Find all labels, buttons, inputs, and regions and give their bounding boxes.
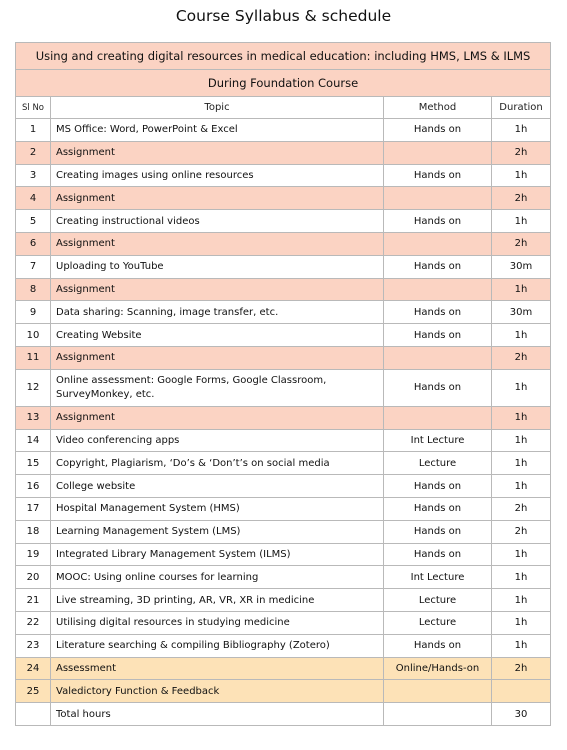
table-row	[16, 406, 551, 429]
row-duration: 1h	[492, 452, 551, 475]
row-topic: Utilising digital resources in studying medicine	[51, 611, 384, 634]
row-duration: 1h	[492, 634, 551, 657]
table-row	[16, 566, 551, 589]
row-duration: 30m	[492, 301, 551, 324]
table-row	[16, 255, 551, 278]
total-value: 30	[492, 703, 551, 726]
row-topic: Uploading to YouTube	[51, 255, 384, 278]
row-duration: 2h	[492, 232, 551, 255]
table-row	[16, 301, 551, 324]
row-method: Hands on	[384, 119, 492, 142]
row-duration: 1h	[492, 164, 551, 187]
table-row	[16, 497, 551, 520]
row-duration: 1h	[492, 369, 551, 406]
row-topic: MOOC: Using online courses for learning	[51, 566, 384, 589]
row-method	[384, 703, 492, 726]
table-row	[16, 119, 551, 142]
row-topic: Assessment	[51, 657, 384, 680]
row-topic: Copyright, Plagiarism, ‘Do’s & ‘Don’t’s on social media	[51, 452, 384, 475]
row-duration: 2h	[492, 346, 551, 369]
row-topic: Assignment	[51, 406, 384, 429]
course-title: Using and creating digital resources in medical education: including HMS, LMS & ILMS	[16, 43, 551, 70]
row-topic: Learning Management System (LMS)	[51, 520, 384, 543]
header-topic: Topic	[51, 97, 384, 119]
row-method: Hands on	[384, 475, 492, 498]
header-method: Method	[384, 97, 492, 119]
row-number: 20	[16, 566, 51, 589]
row-method	[384, 680, 492, 703]
row-number: 12	[16, 369, 51, 406]
row-duration: 1h	[492, 429, 551, 452]
row-number: 11	[16, 346, 51, 369]
row-topic: Creating instructional videos	[51, 210, 384, 233]
row-method: Online/Hands-on	[384, 657, 492, 680]
row-duration: 1h	[492, 475, 551, 498]
row-number: 23	[16, 634, 51, 657]
row-duration	[492, 680, 551, 703]
row-topic: Literature searching & compiling Bibliography (Zotero)	[51, 634, 384, 657]
row-method: Lecture	[384, 452, 492, 475]
row-number: 24	[16, 657, 51, 680]
table-row	[16, 589, 551, 612]
row-topic: Assignment	[51, 187, 384, 210]
table-row	[16, 520, 551, 543]
table-banner-phase	[16, 70, 551, 97]
row-number: 8	[16, 278, 51, 301]
row-number: 21	[16, 589, 51, 612]
table-row	[16, 278, 551, 301]
table-row	[16, 141, 551, 164]
row-number: 10	[16, 324, 51, 347]
total-row	[16, 703, 551, 726]
row-number: 4	[16, 187, 51, 210]
row-method: Hands on	[384, 164, 492, 187]
header-duration: Duration	[492, 97, 551, 119]
row-duration: 1h	[492, 406, 551, 429]
total-label: Total hours	[51, 703, 384, 726]
table-row	[16, 187, 551, 210]
table-row	[16, 346, 551, 369]
row-number: 17	[16, 497, 51, 520]
row-topic: Creating Website	[51, 324, 384, 347]
row-topic: Valedictory Function & Feedback	[51, 680, 384, 703]
table-row	[16, 543, 551, 566]
row-number: 7	[16, 255, 51, 278]
row-duration: 1h	[492, 566, 551, 589]
row-duration: 1h	[492, 324, 551, 347]
row-method: Hands on	[384, 301, 492, 324]
row-duration: 2h	[492, 520, 551, 543]
row-duration: 1h	[492, 278, 551, 301]
row-topic: College website	[51, 475, 384, 498]
table-row	[16, 324, 551, 347]
row-number: 18	[16, 520, 51, 543]
row-method: Hands on	[384, 634, 492, 657]
row-duration: 1h	[492, 589, 551, 612]
row-number: 14	[16, 429, 51, 452]
row-number: 3	[16, 164, 51, 187]
row-duration: 2h	[492, 657, 551, 680]
page-title: Course Syllabus & schedule	[175, 7, 392, 25]
row-topic: Assignment	[51, 232, 384, 255]
row-method: Hands on	[384, 255, 492, 278]
row-method: Hands on	[384, 543, 492, 566]
row-method: Int Lecture	[384, 429, 492, 452]
row-number: 2	[16, 141, 51, 164]
table-row	[16, 475, 551, 498]
table-row	[16, 611, 551, 634]
row-duration: 1h	[492, 119, 551, 142]
row-topic: MS Office: Word, PowerPoint & Excel	[51, 119, 384, 142]
row-duration: 1h	[492, 611, 551, 634]
table-row	[16, 634, 551, 657]
row-method: Hands on	[384, 210, 492, 233]
row-method: Hands on	[384, 520, 492, 543]
row-duration: 1h	[492, 543, 551, 566]
row-method	[384, 406, 492, 429]
table-row	[16, 657, 551, 680]
row-topic: Online assessment: Google Forms, Google Classroom, SurveyMonkey, etc.	[51, 369, 384, 406]
row-number: 6	[16, 232, 51, 255]
row-method	[384, 346, 492, 369]
row-method: Int Lecture	[384, 566, 492, 589]
row-method: Hands on	[384, 497, 492, 520]
row-number: 15	[16, 452, 51, 475]
row-method	[384, 141, 492, 164]
table-banner-course	[16, 43, 551, 70]
course-phase: During Foundation Course	[16, 70, 551, 97]
row-number: 16	[16, 475, 51, 498]
row-topic: Data sharing: Scanning, image transfer, etc.	[51, 301, 384, 324]
row-duration: 2h	[492, 141, 551, 164]
row-topic: Assignment	[51, 141, 384, 164]
row-number: 9	[16, 301, 51, 324]
row-topic: Integrated Library Management System (ILMS)	[51, 543, 384, 566]
row-method	[384, 278, 492, 301]
row-number: 22	[16, 611, 51, 634]
row-topic: Hospital Management System (HMS)	[51, 497, 384, 520]
row-number: 19	[16, 543, 51, 566]
row-topic: Assignment	[51, 346, 384, 369]
header-sl-no: Sl No	[16, 97, 51, 119]
table-row	[16, 452, 551, 475]
row-duration: 30m	[492, 255, 551, 278]
row-duration: 2h	[492, 497, 551, 520]
row-number: 5	[16, 210, 51, 233]
row-topic: Assignment	[51, 278, 384, 301]
syllabus-table	[15, 42, 551, 726]
row-number: 25	[16, 680, 51, 703]
row-number: 13	[16, 406, 51, 429]
row-duration: 2h	[492, 187, 551, 210]
row-topic: Creating images using online resources	[51, 164, 384, 187]
row-method: Lecture	[384, 611, 492, 634]
table-row	[16, 369, 551, 406]
table-row	[16, 210, 551, 233]
row-topic: Video conferencing apps	[51, 429, 384, 452]
row-method	[384, 232, 492, 255]
row-topic: Live streaming, 3D printing, AR, VR, XR in medicine	[51, 589, 384, 612]
row-method: Hands on	[384, 324, 492, 347]
table-row	[16, 680, 551, 703]
table-row	[16, 429, 551, 452]
table-header-row	[16, 97, 551, 119]
row-number	[16, 703, 51, 726]
row-method: Hands on	[384, 369, 492, 406]
table-row	[16, 232, 551, 255]
table-row	[16, 164, 551, 187]
row-method: Lecture	[384, 589, 492, 612]
row-number: 1	[16, 119, 51, 142]
row-duration: 1h	[492, 210, 551, 233]
row-method	[384, 187, 492, 210]
